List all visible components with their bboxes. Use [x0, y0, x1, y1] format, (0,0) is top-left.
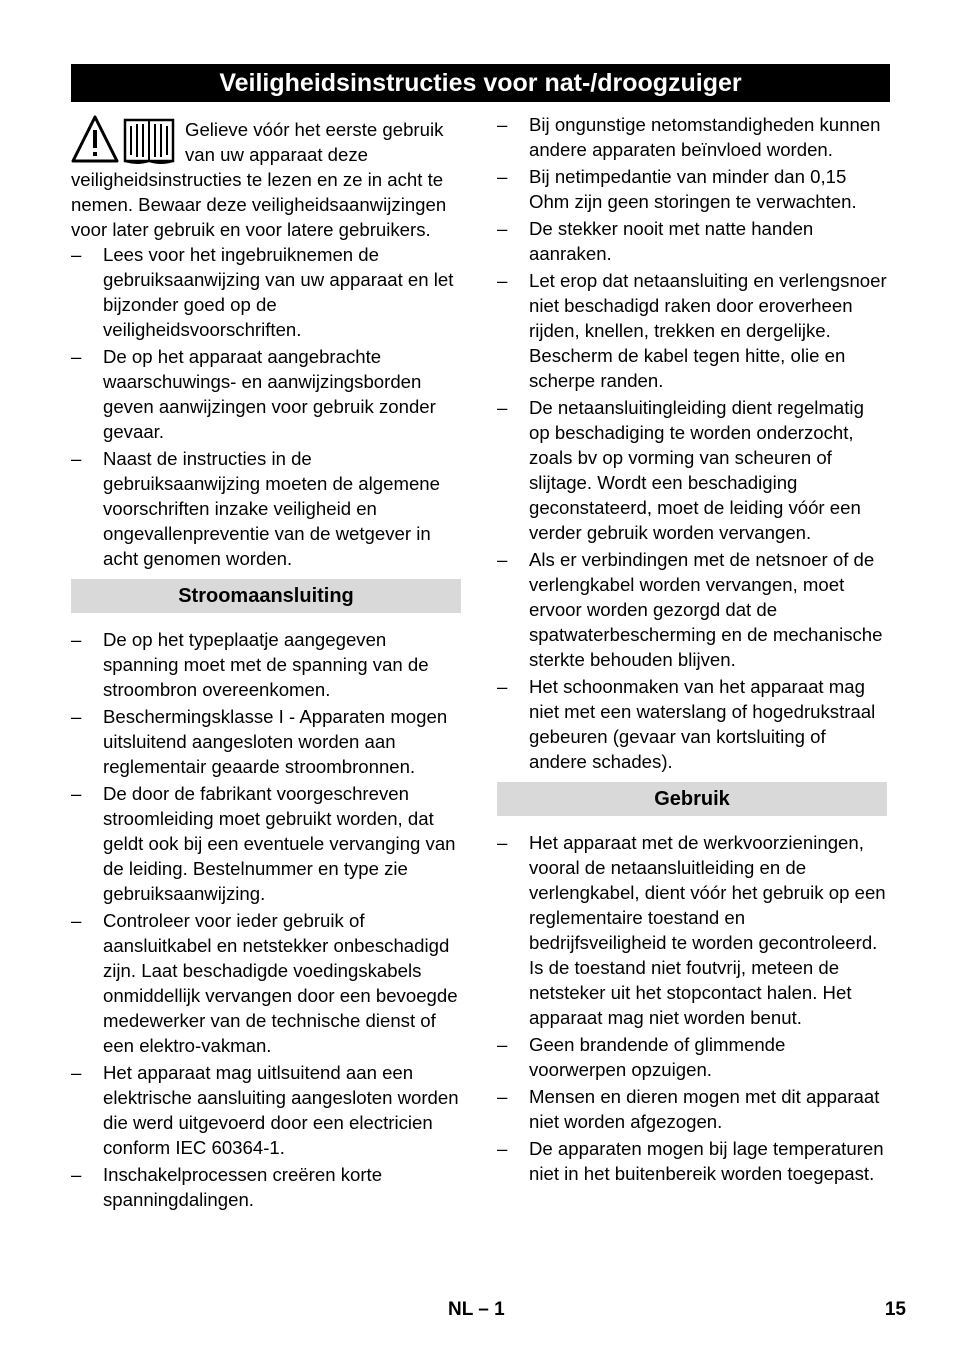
left-column — [71, 112, 461, 1214]
list-marker: – — [497, 270, 508, 291]
section-heading-stroomaansluiting: Stroomaansluiting — [71, 579, 461, 613]
list-item: – De stekker nooit met natte handen aanraken. — [497, 218, 814, 264]
list-item: – De door de fabrikant voorgeschreven stroomleiding moet gebruikt worden, dat geldt ook bij een eventuele vervanging van de leiding. Bestelnummer en type zie gebruiksaanwijzing. — [71, 783, 456, 904]
section-heading-gebruik: Gebruik — [497, 782, 887, 816]
list-item: – Als er verbindingen met de netsnoer of de verlengkabel worden vervangen, moet ervoor worden gezorgd dat de spatwaterbescherming en de mechanische sterkte behouden blijven. — [497, 549, 883, 670]
list-item: – De op het typeplaatje aangegeven spanning moet met de spanning van de stroombron overeenkomen. — [71, 629, 429, 700]
list-marker: – — [71, 448, 82, 469]
safety-list — [71, 242, 461, 571]
list-item: – Het schoonmaken van het apparaat mag niet met een waterslang of hogedrukstraal gebeuren (gevaar van kortsluiting of andere schades). — [497, 676, 876, 772]
page-number: 15 — [884, 1299, 906, 1320]
footer-lang: NL — [448, 1299, 473, 1320]
list-item: – Inschakelprocessen creëren korte spanningdalingen. — [71, 1164, 383, 1210]
list-marker: – — [497, 676, 508, 697]
list-item: – Bij netimpedantie van minder dan 0,15 Ohm zijn geen storingen te verwachten. — [497, 166, 857, 212]
list-marker: – — [497, 397, 508, 418]
usage-list — [497, 830, 887, 1186]
warning-icons — [71, 115, 177, 165]
footer-section-label — [448, 1297, 505, 1323]
warning-triangle-icon — [73, 117, 117, 161]
list-item: – Lees voor het ingebruiknemen de gebruiksaanwijzing van uw apparaat en let bijzonder goed op de veiligheidsvoorschriften. — [71, 244, 454, 340]
list-marker: – — [497, 1086, 508, 1107]
power-list — [71, 627, 461, 1212]
list-marker: – — [71, 1164, 82, 1185]
list-marker: – — [497, 1034, 508, 1055]
list-item: – Controleer voor ieder gebruik of aansluitkabel en netstekker onbeschadigd zijn. Laat beschadigde voedingskabels onmiddellijk vervangen door een bevoegde medewerker van de technische dienst of een elektro-vakman. — [71, 910, 458, 1056]
list-marker: – — [497, 218, 508, 239]
list-marker: – — [497, 114, 508, 135]
list-marker: – — [71, 1062, 82, 1083]
intro-text: Gelieve vóór het eerste gebruik van uw apparaat deze veiligheidsinstructies te lezen en ze in acht te nemen. Bewaar deze veiligheidsaanwijzingen voor later gebruik en voor latere gebruikers. — [71, 119, 447, 240]
list-item: – Geen brandende of glimmende voorwerpen opzuigen. — [497, 1034, 786, 1080]
list-item: – Beschermingsklasse I - Apparaten mogen uitsluitend aangesloten worden aan reglementair geaarde stroombronnen. — [71, 706, 448, 777]
right-column — [497, 112, 887, 1188]
list-item: – De netaansluitingleiding dient regelmatig op beschadiging te worden onderzocht, zoals bv op vorming van scheuren of slijtage. Wordt een beschadiging geconstateerd, moet de leiding vóór een verder gebruik worden vervangen. — [497, 397, 864, 543]
list-item: – De op het apparaat aangebrachte waarschuwings- en aanwijzingsborden geven aanwijzingen voor gebruik zonder gevaar. — [71, 346, 436, 442]
list-item: – Let erop dat netaansluiting en verlengsnoer niet beschadigd raken door eroverheen rijden, knellen, trekken en dergelijke. Bescherm de kabel tegen hitte, olie en scherpe randen. — [497, 270, 887, 391]
page-title: Veiligheidsinstructies voor nat-/droogzuiger — [71, 64, 890, 102]
list-item: – Bij ongunstige netomstandigheden kunnen andere apparaten beïnvloed worden. — [497, 114, 881, 160]
power-list-continued — [497, 112, 887, 774]
list-marker: – — [71, 706, 82, 727]
list-marker: – — [71, 346, 82, 367]
list-marker: – — [497, 166, 508, 187]
list-marker: – — [497, 832, 508, 853]
list-item: – Het apparaat mag uitlsuitend aan een elektrische aansluiting aangesloten worden die werd uitgevoerd door een electricien conform IEC 60364-1. — [71, 1062, 459, 1158]
list-item: – Het apparaat met de werkvoorzieningen, vooral de netaansluitleiding en de verlengkabel, dient vóór het gebruik op een reglementaire toestand en bedrijfsveiligheid te worden gecontroleerd. Is de toestand niet foutvrij, meteen de netsteker uit het stopcontact halen. Het apparaat mag niet worden benut. — [497, 832, 886, 1028]
manual-book-icon — [125, 120, 173, 163]
list-marker: – — [71, 629, 82, 650]
list-marker: – — [497, 1138, 508, 1159]
list-marker: – — [71, 244, 82, 265]
list-item: – Naast de instructies in de gebruiksaanwijzing moeten de algemene voorschriften inzake veiligheid en ongevallenpreventie van de wetgever in acht genomen worden. — [71, 448, 440, 569]
list-marker: – — [497, 549, 508, 570]
footer-section-page: – 1 — [478, 1299, 505, 1320]
list-item: – Mensen en dieren mogen met dit apparaat niet worden afgezogen. — [497, 1086, 880, 1132]
list-item: – De apparaten mogen bij lage temperaturen niet in het buitenbereik worden toegepast. — [497, 1138, 884, 1184]
list-marker: – — [71, 910, 82, 931]
list-marker: – — [71, 783, 82, 804]
